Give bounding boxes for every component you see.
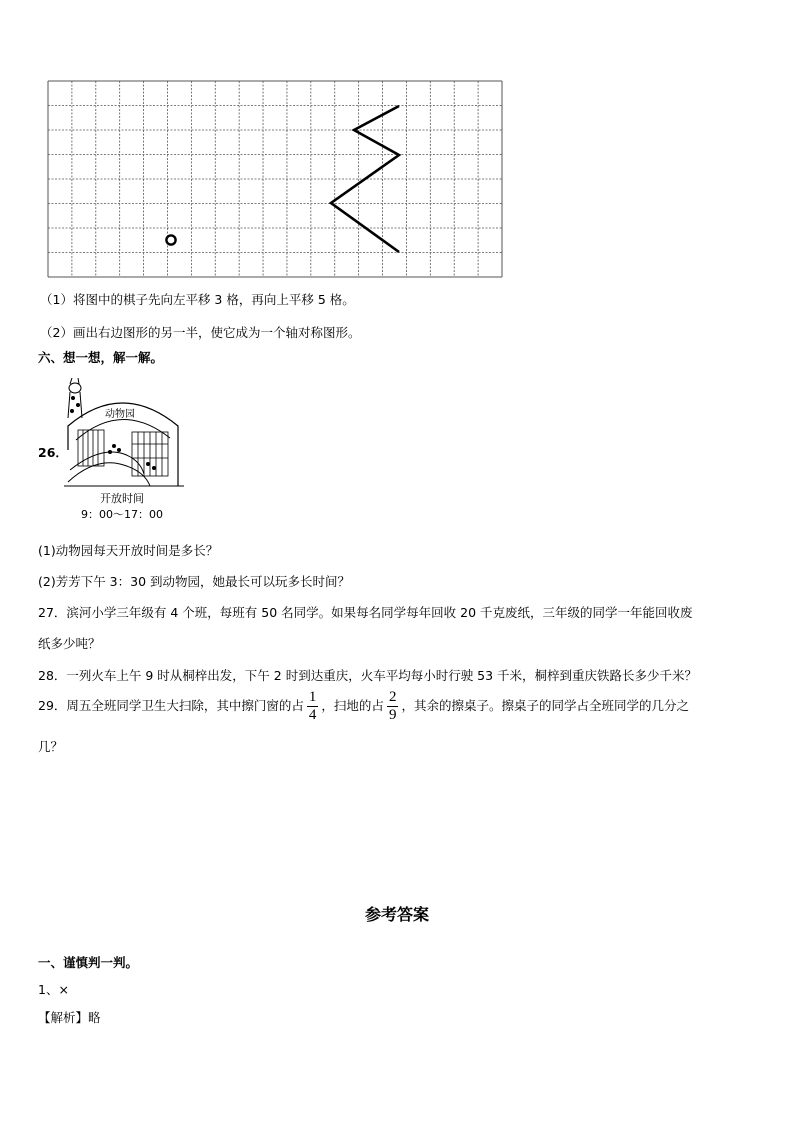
fraction-one-quarter <box>307 689 319 724</box>
q29-line2: 几？ <box>38 739 64 754</box>
opening-hours-value: 9：00～17：00 <box>81 508 163 521</box>
opening-hours-caption: 开放时间 <box>100 492 144 505</box>
q27-line2: 纸多少吨？ <box>38 636 101 651</box>
fraction-two-ninths <box>387 689 399 724</box>
answer-item-1: 1、× <box>38 982 69 997</box>
chess-piece <box>166 235 175 244</box>
frac2-numerator: 2 <box>388 689 397 705</box>
section-six-heading: 六、想一想，解一解。 <box>38 350 164 365</box>
q27-line1: 27．滨河小学三年级有 4 个班，每班有 50 名同学。如果每名同学每年回收 20 千克废纸，三年级的同学一年能回收废 <box>38 605 693 620</box>
q29-part1: 29．周五全班同学卫生大扫除，其中擦门窗的占 <box>38 698 304 713</box>
grid-figure <box>47 80 503 278</box>
q28-text: 28．一列火车上午 9 时从桐梓出发，下午 2 时到达重庆，火车平均每小时行驶 53 千米，桐梓到重庆铁路长多少千米？ <box>38 668 698 683</box>
q29-line1 <box>38 689 689 724</box>
frac2-denominator: 9 <box>388 707 397 723</box>
grid-question-2: （2）画出右边图形的另一半，使它成为一个轴对称图形。 <box>40 325 361 340</box>
frac1-numerator: 1 <box>308 689 317 705</box>
grid-question-1: （1）将图中的棋子先向左平移 3 格，再向上平移 5 格。 <box>40 292 355 307</box>
q26-sub2: (2)芳芳下午 3：30 到动物园，她最长可以玩多长时间？ <box>38 574 351 589</box>
answers-title: 参考答案 <box>364 905 429 924</box>
frac1-denominator: 4 <box>308 707 317 723</box>
zoo-illustration <box>64 378 184 523</box>
q26-sub1: (1)动物园每天开放时间是多长？ <box>38 543 219 558</box>
zoo-sign-text: 动物园 <box>105 409 135 420</box>
q29-part2: ，扫地的占 <box>321 698 384 713</box>
answers-section1-heading: 一、谨慎判一判。 <box>38 955 139 970</box>
answer-analysis: 【解析】略 <box>38 1010 101 1025</box>
grid-lines <box>48 81 502 277</box>
q26-number: 26． <box>38 445 68 460</box>
giraffe-drawing <box>68 378 82 418</box>
q29-part3: ，其余的擦桌子。擦桌子的同学占全班同学的几分之 <box>401 698 689 713</box>
